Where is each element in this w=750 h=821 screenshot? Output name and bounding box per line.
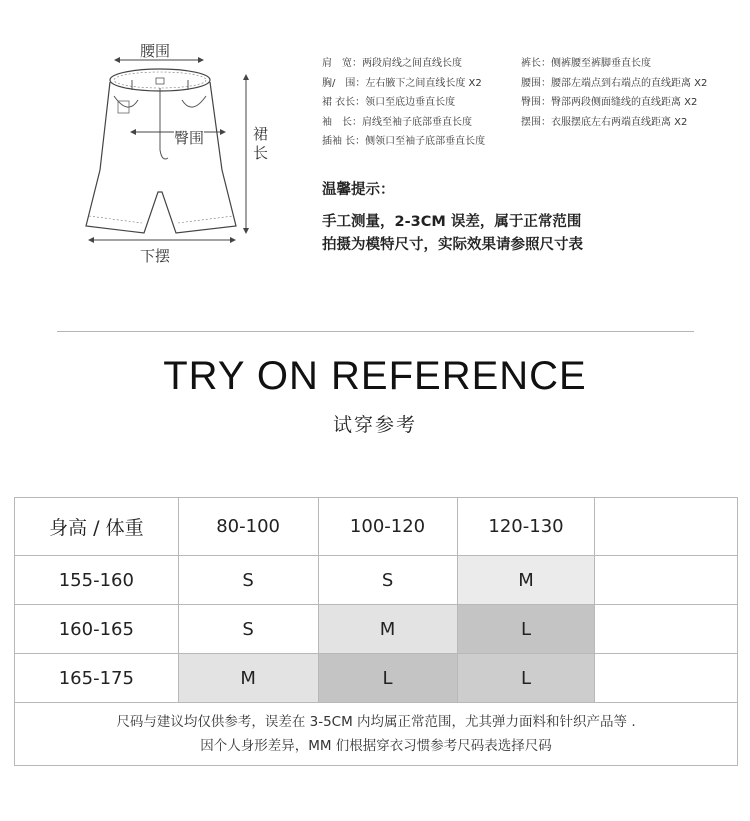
size-cell	[595, 605, 738, 654]
heading-chinese: 试穿参考	[332, 414, 417, 436]
definition-item: 腰围：腰部左端点到右端点的直线距离 X2	[521, 77, 708, 89]
size-cell: L	[457, 605, 595, 654]
size-cell: M	[318, 605, 457, 654]
hip-label: 臀围	[174, 129, 205, 147]
definition-item: 肩 宽：两段肩线之间直线长度	[322, 58, 462, 69]
tips-title: 温馨提示：	[322, 182, 395, 198]
size-cell: M	[457, 556, 595, 605]
definition-item: 袖 长：肩线至袖子底部垂直长度	[322, 116, 472, 128]
table-row	[15, 605, 738, 654]
definition-item: 裙 衣长：领口至底边垂直长度	[322, 97, 456, 108]
size-cell	[595, 654, 738, 703]
length-label: 裙长	[253, 125, 269, 162]
size-cell: L	[457, 654, 595, 703]
size-cell: M	[178, 654, 318, 703]
heading-english: TRY ON REFERENCE	[163, 354, 587, 398]
size-cell: S	[318, 556, 457, 605]
table-header-row	[15, 498, 738, 556]
skirt-measurement-diagram	[70, 30, 290, 275]
table-note-row	[15, 703, 738, 766]
column-header: 120-130	[457, 498, 595, 556]
size-cell	[595, 556, 738, 605]
measurement-definitions-left	[322, 54, 485, 152]
height-cell: 155-160	[15, 556, 179, 605]
size-cell: L	[318, 654, 457, 703]
definition-item: 臀围：臀部两段侧面缝线的直线距离 X2	[521, 97, 698, 108]
note-line: 尺码与建议均仅供参考，误差在 3-5CM 内均属正常范围，尤其弹力面料和针织产品等 .	[116, 714, 636, 730]
tip-line: 手工测量，2-3CM 误差，属于正常范围	[322, 214, 582, 230]
column-header: 80-100	[178, 498, 318, 556]
height-cell: 165-175	[15, 654, 179, 703]
definition-item: 胸/ 围：左右腋下之间直线长度 X2	[322, 77, 482, 89]
table-note	[15, 703, 738, 766]
size-cell: S	[178, 605, 318, 654]
table-corner-cell: 身高 / 体重	[15, 498, 179, 556]
table-row	[15, 654, 738, 703]
tip-line: 拍摄为模特尺寸，实际效果请参照尺寸表	[322, 237, 583, 253]
column-header: 100-120	[318, 498, 457, 556]
measurement-definitions-right	[521, 54, 707, 132]
waist-label: 腰围	[140, 42, 171, 60]
definition-item: 裤长：侧裤腰至裤脚垂直长度	[521, 58, 651, 69]
section-divider	[57, 331, 694, 332]
column-header	[595, 498, 738, 556]
size-cell: S	[178, 556, 318, 605]
note-line: 因个人身形差异，MM 们根据穿衣习惯参考尺码表选择尺码	[200, 738, 552, 754]
table-row	[15, 556, 738, 605]
definition-item: 插袖 长：侧领口至袖子底部垂直长度	[322, 136, 486, 147]
try-on-reference-table	[14, 497, 738, 766]
hem-label: 下摆	[140, 247, 171, 265]
definition-item: 摆围：衣服摆底左右两端直线距离 X2	[521, 116, 688, 128]
tips-section	[322, 178, 583, 257]
height-cell: 160-165	[15, 605, 179, 654]
